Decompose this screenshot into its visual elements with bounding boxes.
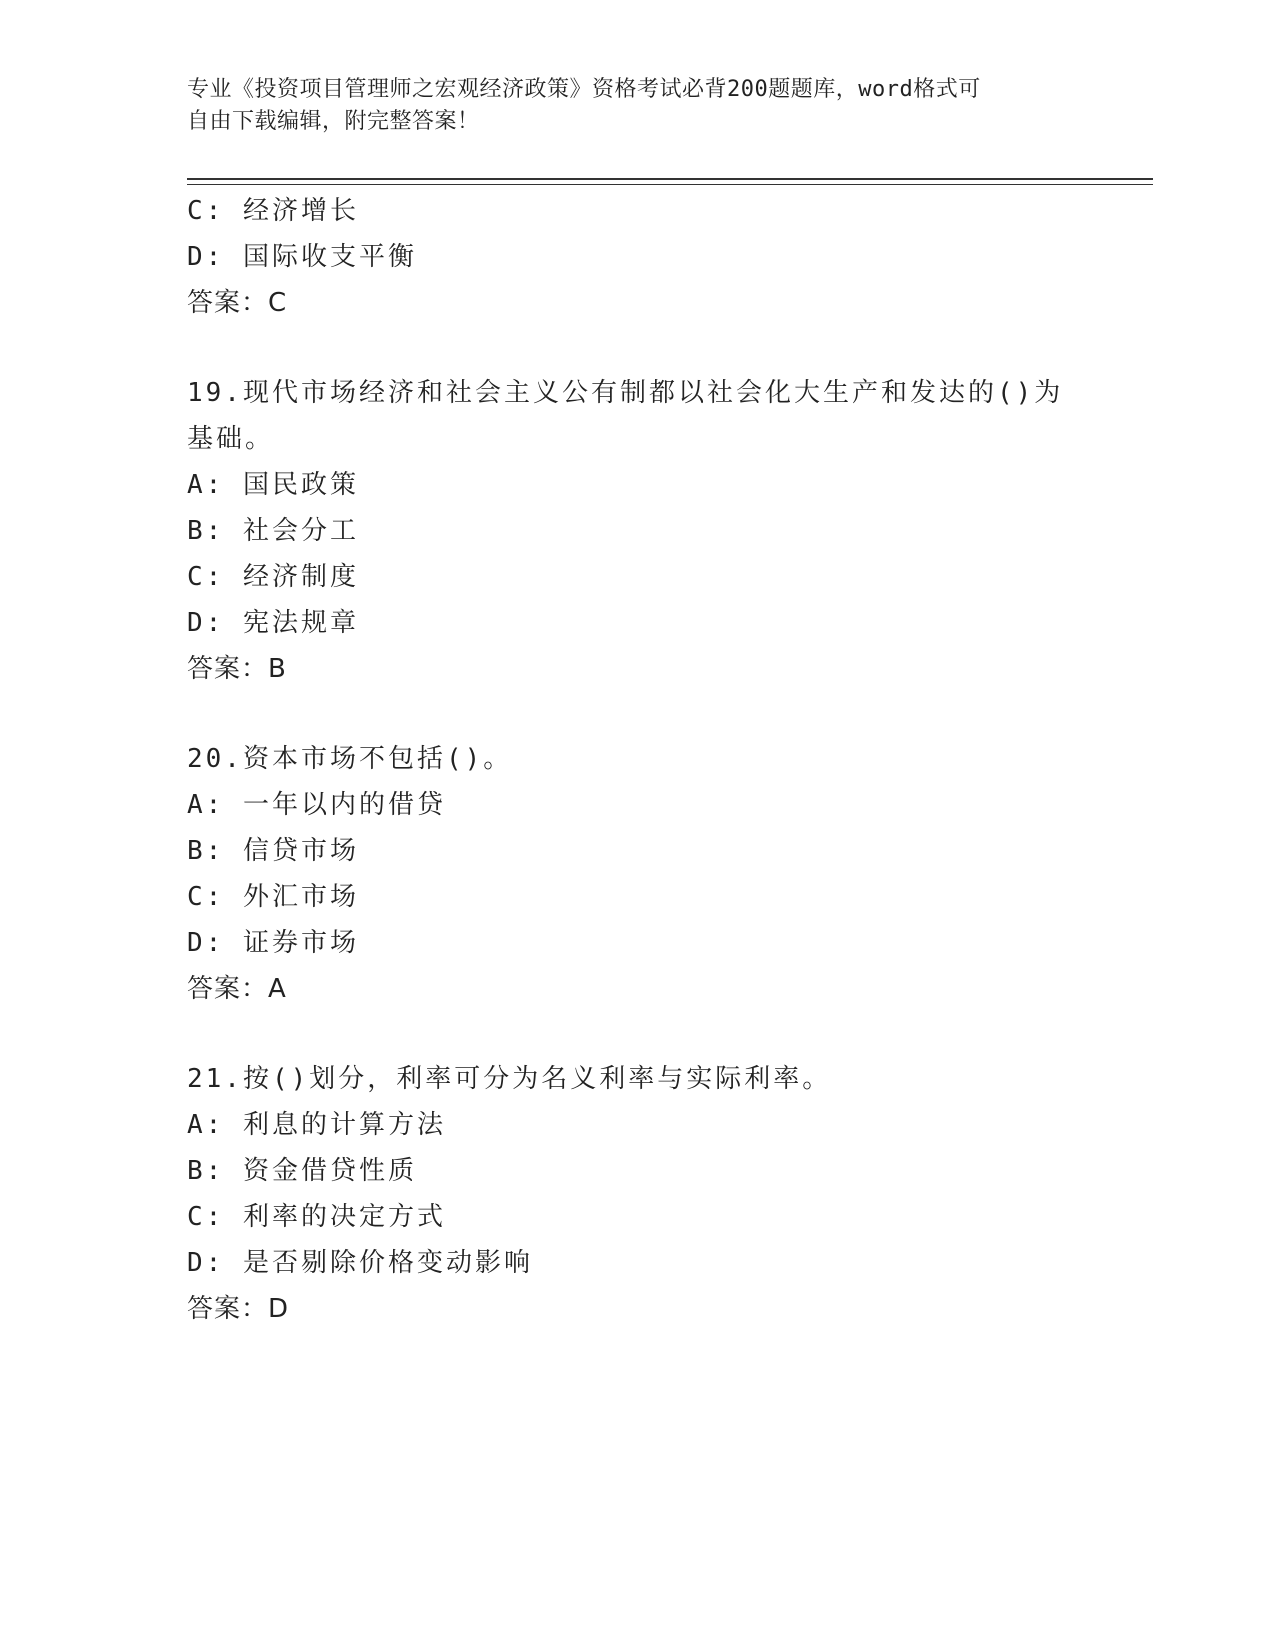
spacer: [187, 326, 1087, 370]
option-d: D: 国际收支平衡: [187, 242, 417, 272]
header-line-2: 自由下载编辑，附完整答案！: [187, 109, 480, 134]
option-a: A: 一年以内的借贷: [187, 790, 446, 820]
option-d: D: 证券市场: [187, 928, 359, 958]
option-c: C: 经济增长: [187, 196, 359, 226]
option-a: A: 利息的计算方法: [187, 1110, 446, 1140]
header-line-1: 专业《投资项目管理师之宏观经济政策》资格考试必背200题题库，word格式可: [187, 77, 981, 102]
question-19: [187, 370, 1087, 692]
option-d: D: 是否剔除价格变动影响: [187, 1248, 533, 1278]
question-18-continued: [187, 188, 1087, 326]
header-divider-thick: [187, 178, 1153, 180]
option-b: B: 社会分工: [187, 516, 359, 546]
option-c: C: 经济制度: [187, 562, 359, 592]
question-21: [187, 1056, 1087, 1332]
question-text: 20.资本市场不包括()。: [187, 744, 513, 774]
option-b: B: 资金借贷性质: [187, 1156, 417, 1186]
header-divider-thin: [187, 184, 1153, 185]
answer-line: 答案：B: [187, 654, 287, 684]
option-c: C: 利率的决定方式: [187, 1202, 446, 1232]
option-a: A: 国民政策: [187, 470, 359, 500]
question-20: [187, 736, 1087, 1012]
spacer: [187, 1012, 1087, 1056]
spacer: [187, 692, 1087, 736]
question-text: 19.现代市场经济和社会主义公有制都以社会化大生产和发达的()为基础。: [187, 378, 1064, 454]
answer-line: 答案：A: [187, 974, 287, 1004]
document-header: [187, 74, 1067, 138]
answer-line: 答案：C: [187, 288, 288, 318]
question-list: [187, 188, 1087, 1332]
option-b: B: 信贷市场: [187, 836, 359, 866]
option-d: D: 宪法规章: [187, 608, 359, 638]
answer-line: 答案：D: [187, 1294, 290, 1324]
question-text: 21.按()划分，利率可分为名义利率与实际利率。: [187, 1064, 832, 1094]
option-c: C: 外汇市场: [187, 882, 359, 912]
